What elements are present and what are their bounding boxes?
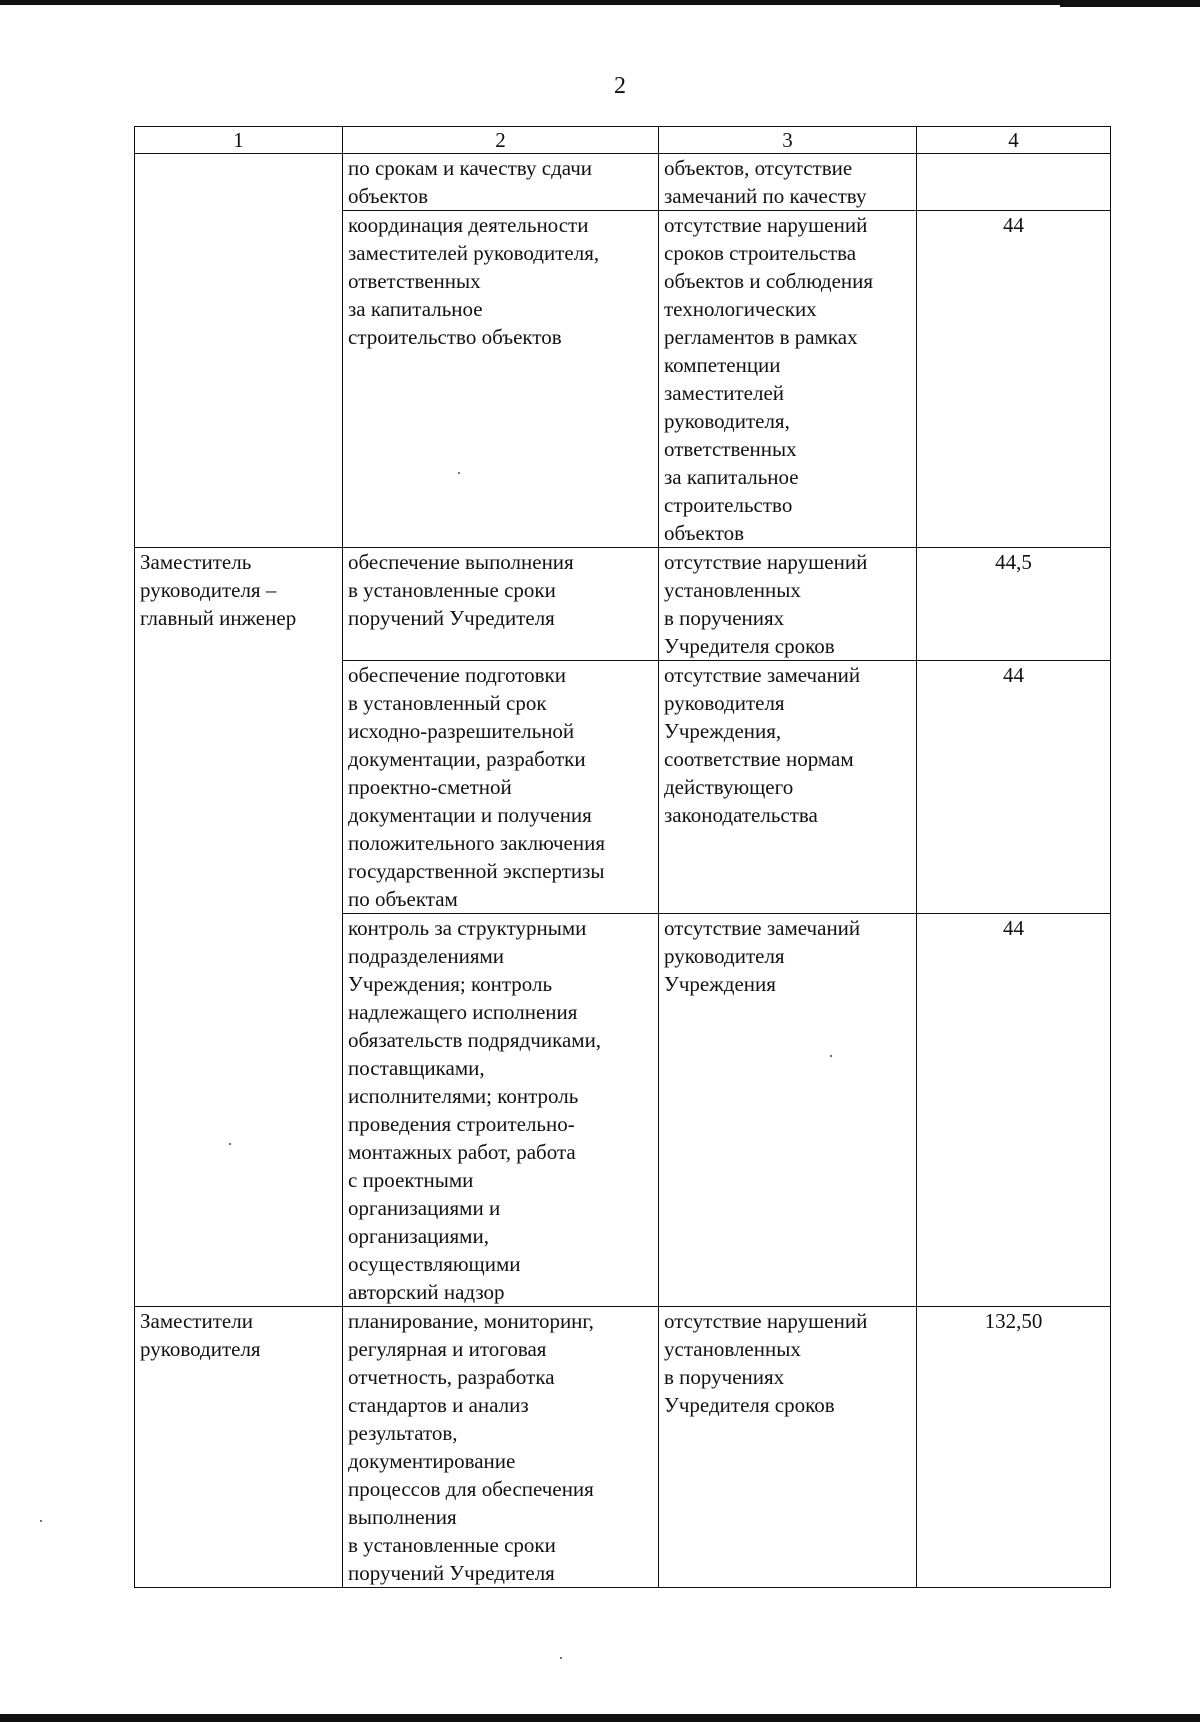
duty-cell: контроль за структурными подразделениями Учреждения; контроль надлежащего исполнения обязательств подрядчиками, поставщиками, исполнителями; контроль проведения строительно- монтажных работ, работа с проектными организациями и организациями, осуществляющими авторский надзор — [343, 914, 659, 1307]
position-cell — [135, 154, 343, 211]
scan-speck — [40, 1520, 42, 1522]
table-header-row — [135, 127, 1111, 154]
position-cell — [135, 914, 343, 1307]
position-cell: Заместители руководителя — [135, 1307, 343, 1588]
criterion-cell: отсутствие замечаний руководителя Учреждения — [659, 914, 917, 1307]
duty-cell: обеспечение подготовки в установленный срок исходно-разрешительной документации, разработки проектно-сметной документации и получения положительного заключения государственной экспертизы по объектам — [343, 661, 659, 914]
criterion-cell: отсутствие нарушений установленных в поручениях Учредителя сроков — [659, 548, 917, 661]
scan-speck — [830, 1055, 832, 1057]
scan-speck — [229, 1143, 231, 1145]
position-cell: Заместитель руководителя – главный инженер — [135, 548, 343, 661]
value-cell: 44 — [917, 914, 1111, 1307]
value-cell: 44 — [917, 211, 1111, 548]
criterion-cell: отсутствие нарушений установленных в поручениях Учредителя сроков — [659, 1307, 917, 1588]
position-cell — [135, 661, 343, 914]
scan-edge-top — [0, 0, 1200, 5]
duty-cell: координация деятельности заместителей руководителя, ответственных за капитальное строительство объектов — [343, 211, 659, 548]
criterion-cell: отсутствие нарушений сроков строительства объектов и соблюдения технологических регламентов в рамках компетенции заместителей руководителя, ответственных за капитальное строительство объектов — [659, 211, 917, 548]
value-cell: 132,50 — [917, 1307, 1111, 1588]
value-cell — [917, 154, 1111, 211]
column-header-1: 1 — [135, 127, 343, 154]
criterion-cell: отсутствие замечаний руководителя Учреждения, соответствие нормам действующего законодательства — [659, 661, 917, 914]
scan-edge-top-right — [1060, 3, 1200, 7]
position-cell — [135, 211, 343, 548]
criteria-table — [134, 126, 1111, 1588]
table-row — [135, 211, 1111, 548]
table-row — [135, 154, 1111, 211]
column-header-4: 4 — [917, 127, 1111, 154]
value-cell: 44,5 — [917, 548, 1111, 661]
duty-cell: по срокам и качеству сдачи объектов — [343, 154, 659, 211]
scan-speck — [560, 1657, 562, 1659]
scan-edge-bottom — [0, 1714, 1200, 1722]
table-row — [135, 661, 1111, 914]
page-number: 2 — [614, 73, 626, 99]
scan-speck — [458, 472, 460, 474]
column-header-2: 2 — [343, 127, 659, 154]
table-row — [135, 548, 1111, 661]
duty-cell: планирование, мониторинг, регулярная и итоговая отчетность, разработка стандартов и анализ результатов, документирование процессов для обеспечения выполнения в установленные сроки поручений Учредителя — [343, 1307, 659, 1588]
criterion-cell: объектов, отсутствие замечаний по качеству — [659, 154, 917, 211]
table-row — [135, 914, 1111, 1307]
value-cell: 44 — [917, 661, 1111, 914]
column-header-3: 3 — [659, 127, 917, 154]
duty-cell: обеспечение выполнения в установленные сроки поручений Учредителя — [343, 548, 659, 661]
table-row — [135, 1307, 1111, 1588]
